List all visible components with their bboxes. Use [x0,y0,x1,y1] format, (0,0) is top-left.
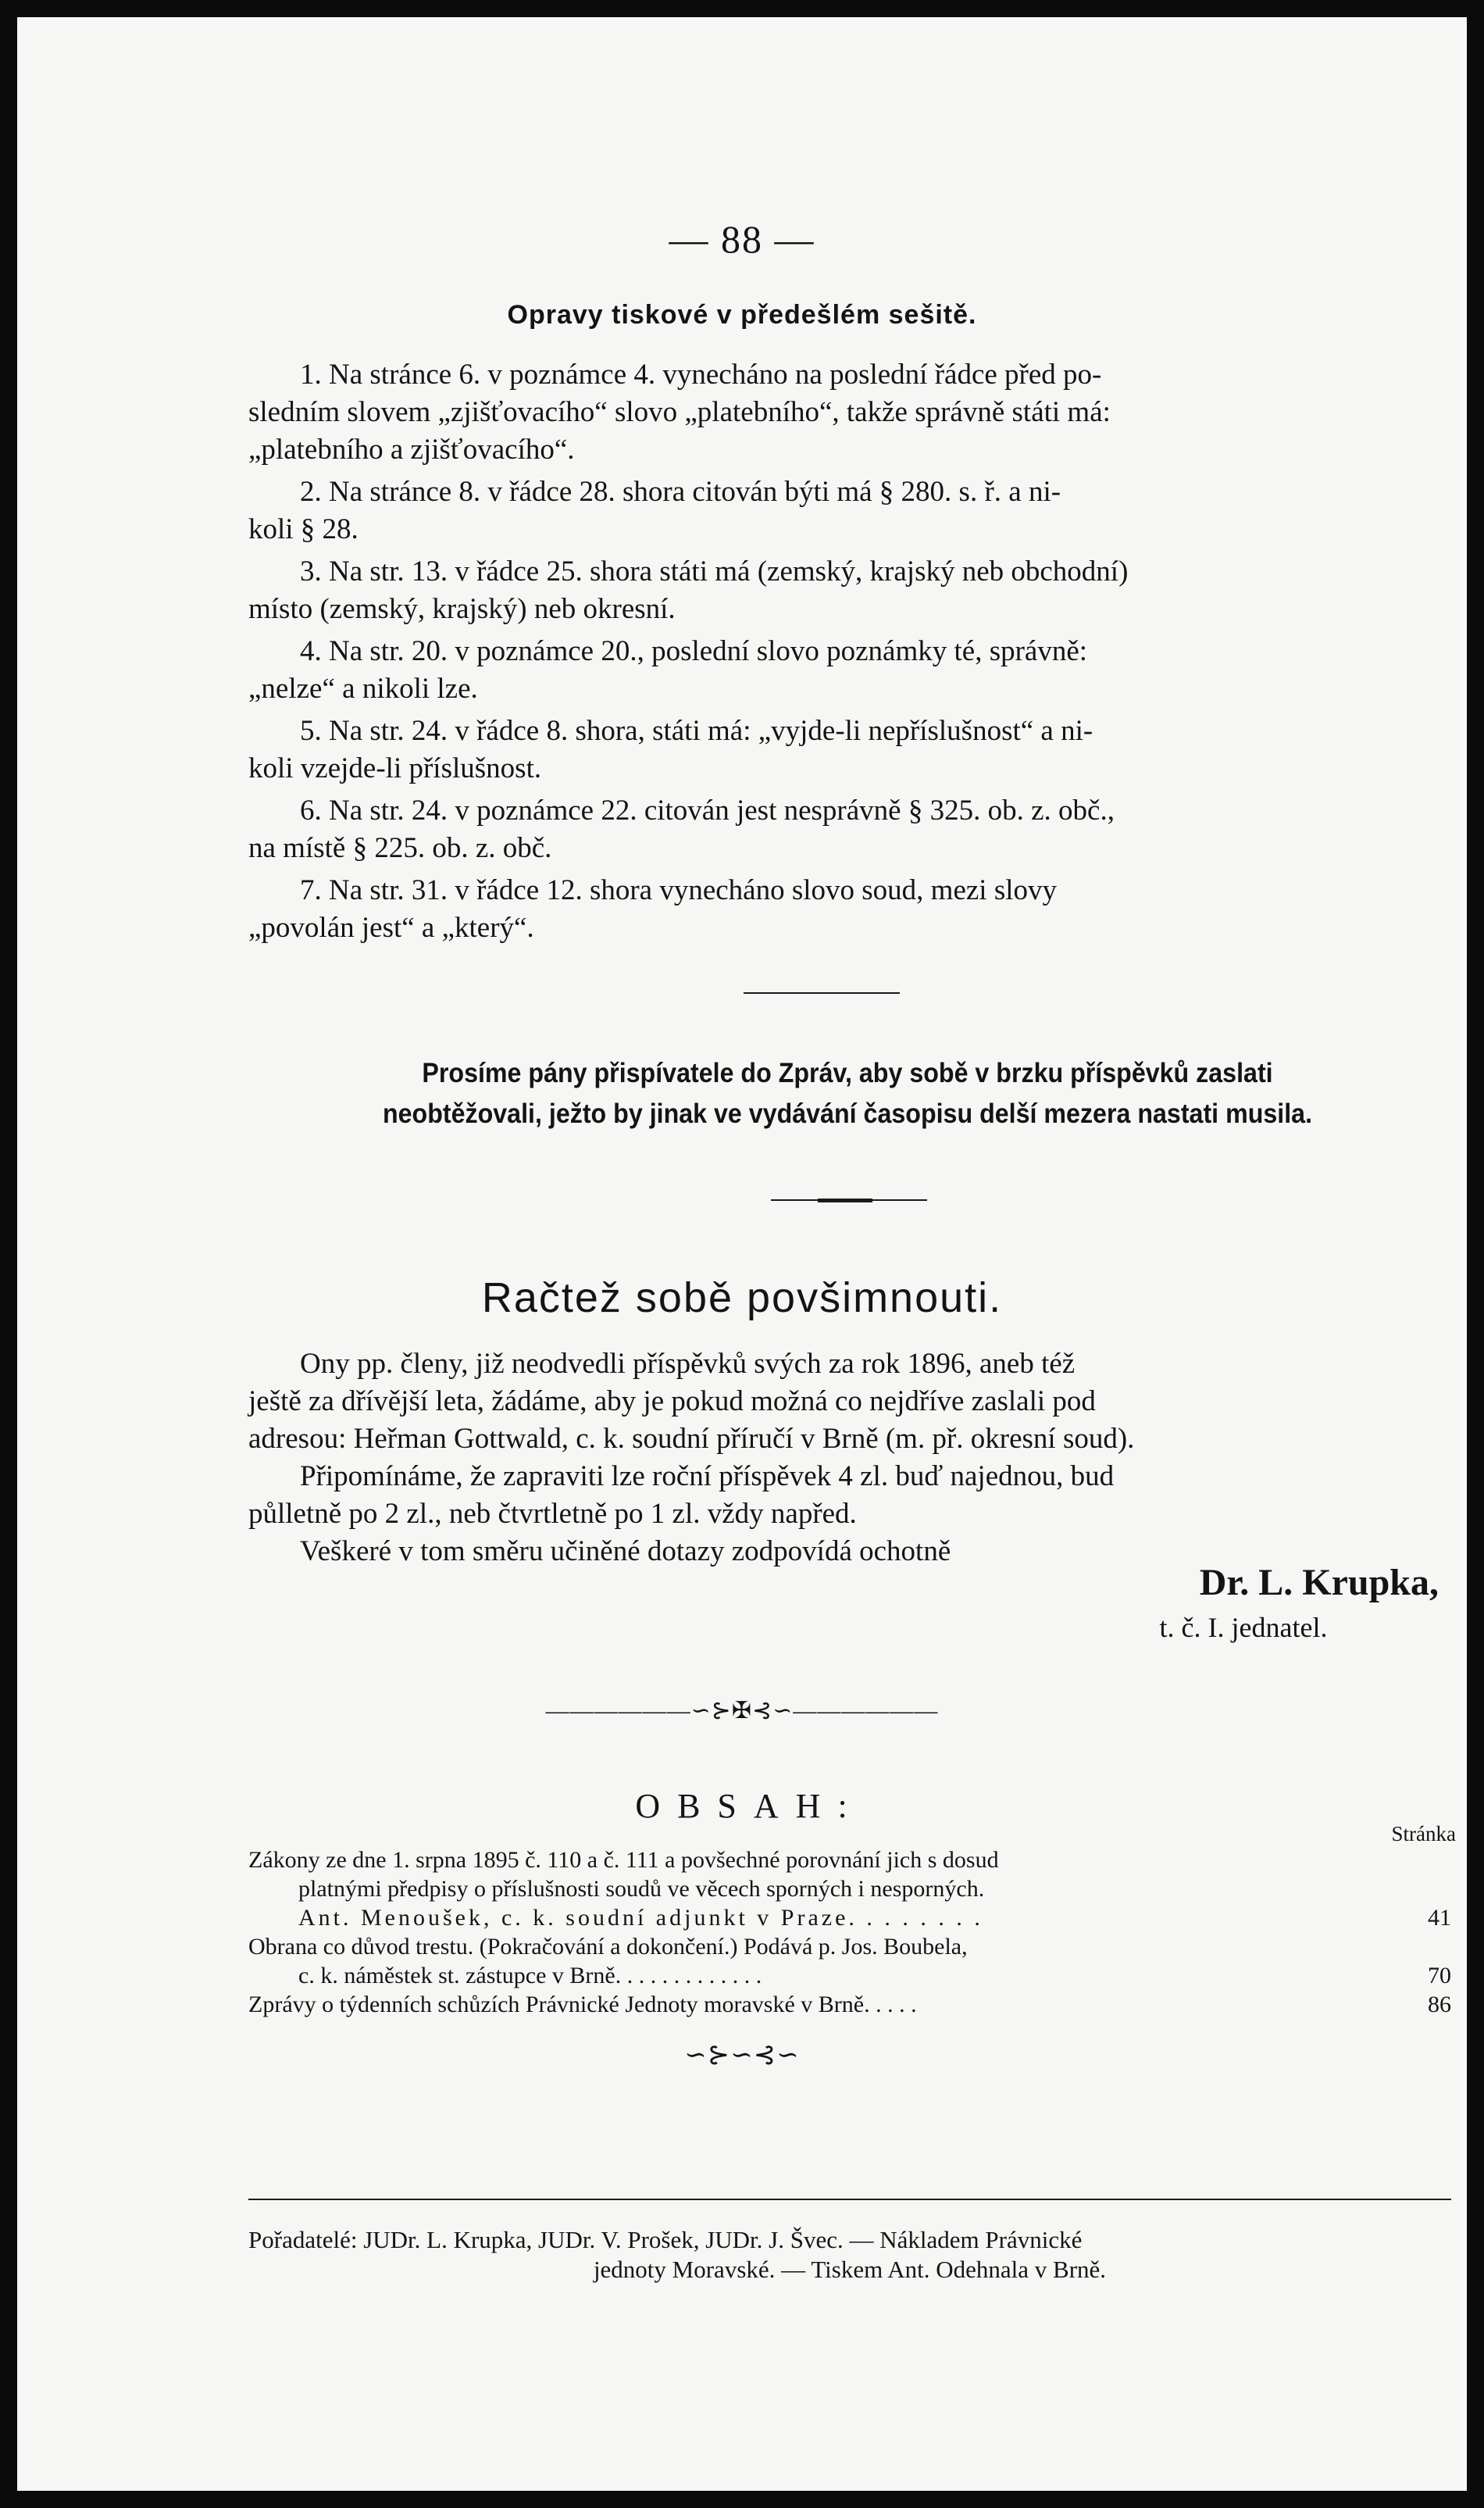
correction-item-4 [248,633,1451,708]
reminder-line: Připomínáme, že zapraviti lze roční příspěvek 4 zl. buď najednou, bud [300,1460,1115,1492]
signature-role: t. č. I. jednatel. [1159,1612,1328,1643]
correction-item-7 [248,872,1451,947]
contents-line: Obrana co důvod trestu. (Pokračování a dokončení.) Podává p. Jos. Boubela, [248,1934,968,1960]
correction-line: 3. Na str. 13. v řádce 25. shora státi má (zemský, krajský neb obchodní) [300,556,1129,588]
correction-line: 5. Na str. 24. v řádce 8. shora, státi má: „vyjde-li nepříslušnost“ a ni- [300,715,1093,747]
ornament-divider: ∽⊱∽⊰∽ [684,2041,800,2070]
correction-item-3 [248,553,1451,628]
contents-line: Zákony ze dne 1. srpna 1895 č. 110 a č. 111 a povšechné porovnání jich s dosud [248,1847,999,1873]
contents-entry-1 [248,1845,1451,1932]
correction-line: na místě § 225. ob. z. obč. [248,832,552,864]
contents-list [248,1845,1451,2019]
correction-line: koli § 28. [248,513,359,545]
divider-rule [771,1199,927,1202]
contents-page-label: Stránka [1391,1822,1456,1845]
contributors-notice [292,1053,1403,1134]
correction-line: 2. Na stránce 8. v řádce 28. shora citován býti má § 280. s. ř. a ni- [300,476,1061,508]
correction-line: „povolán jest“ a „který“. [248,912,534,944]
reminder-line: Veškeré v tom směru učiněné dotazy zodpovídá ochotně [300,1535,951,1567]
contents-entry-3 [248,1990,1451,2019]
correction-line: sledním slovem „zjišťovacího“ slovo „platebního“, takže správně státi má: [248,396,1111,428]
reminder-line: adresou: Heřman Gottwald, c. k. soudní příručí v Brně (m. př. okresní soud). [248,1423,1135,1455]
correction-line: 7. Na str. 31. v řádce 12. shora vynecháno slovo soud, mezi slovy [300,874,1058,906]
notice-line: Prosíme pány přispívatele do Zpráv, aby sobě v brzku příspěvků zaslati [422,1058,1273,1088]
contents-line: Zprávy o týdenních schůzích Právnické Jednoty moravské v Brně. . . . . [248,1992,917,2017]
reminder-text [248,1345,1451,1570]
contents-page-number: 70 [1428,1963,1451,1988]
correction-line: místo (zemský, krajský) neb okresní. [248,593,676,625]
page-number: — 88 — [669,217,815,261]
contents-line: c. k. náměstek st. zástupce v Brně. . . . . . . . . . . . . [298,1963,762,1988]
correction-item-6 [248,792,1451,867]
reminder-line: Ony pp. členy, již neodvedli příspěvků svých za rok 1896, aneb též [300,1348,1076,1380]
page [17,17,1467,2491]
reminder-line: ještě za dřívější leta, žádáme, aby je pokud možná co nejdříve zaslali pod [248,1385,1096,1417]
contents-line: Ant. Menoušek, c. k. soudní adjunkt v Praze. . . . . . . . [298,1905,983,1931]
contents-line: platnými předpisy o příslušnosti soudů ve věcech sporných i nesporných. [298,1876,985,1902]
ornament-divider: ——————∽⊱✠⊰∽—————— [545,1698,939,1724]
contents-page-number: 41 [1428,1905,1451,1931]
publisher-footer [248,2225,1451,2285]
contents-entry-2 [248,1932,1451,1990]
correction-line: 1. Na stránce 6. v poznámce 4. vynecháno na poslední řádce před po- [300,359,1102,391]
correction-item-5 [248,713,1451,788]
footer-line: jednoty Moravské. — Tiskem Ant. Odehnala v Brně. [593,2256,1107,2283]
contents-page-number: 86 [1428,1992,1451,2017]
correction-line: „nelze“ a nikoli lze. [248,673,478,705]
correction-line: koli vzejde-li příslušnost. [248,752,542,784]
contents-heading: OBSAH: [635,1787,865,1825]
signature-name: Dr. L. Krupka, [1199,1562,1439,1603]
notice-line: neobtěžovali, ježto by jinak ve vydávání časopisu delší mezera nastati musila. [382,1099,1313,1129]
corrections-list [248,356,1451,947]
divider-rule [744,992,900,994]
reminder-line: půlletně po 2 zl., neb čtvrtletně po 1 zl. vždy napřed. [248,1498,857,1530]
corrections-heading: Opravy tiskové v předešlém sešitě. [507,300,977,330]
correction-line: 6. Na str. 24. v poznámce 22. citován jest nesprávně § 325. ob. z. obč., [300,795,1115,827]
correction-item-1 [248,356,1451,469]
reminder-heading: Račtež sobě povšimnouti. [481,1274,1003,1321]
footer-rule [248,2199,1451,2200]
footer-line: Pořadatelé: JUDr. L. Krupka, JUDr. V. Prošek, JUDr. J. Švec. — Nákladem Právnické [248,2226,1083,2253]
correction-line: 4. Na str. 20. v poznámce 20., poslední slovo poznámky té, správně: [300,635,1088,667]
correction-item-2 [248,473,1451,548]
correction-line: „platebního a zjišťovacího“. [248,434,575,466]
